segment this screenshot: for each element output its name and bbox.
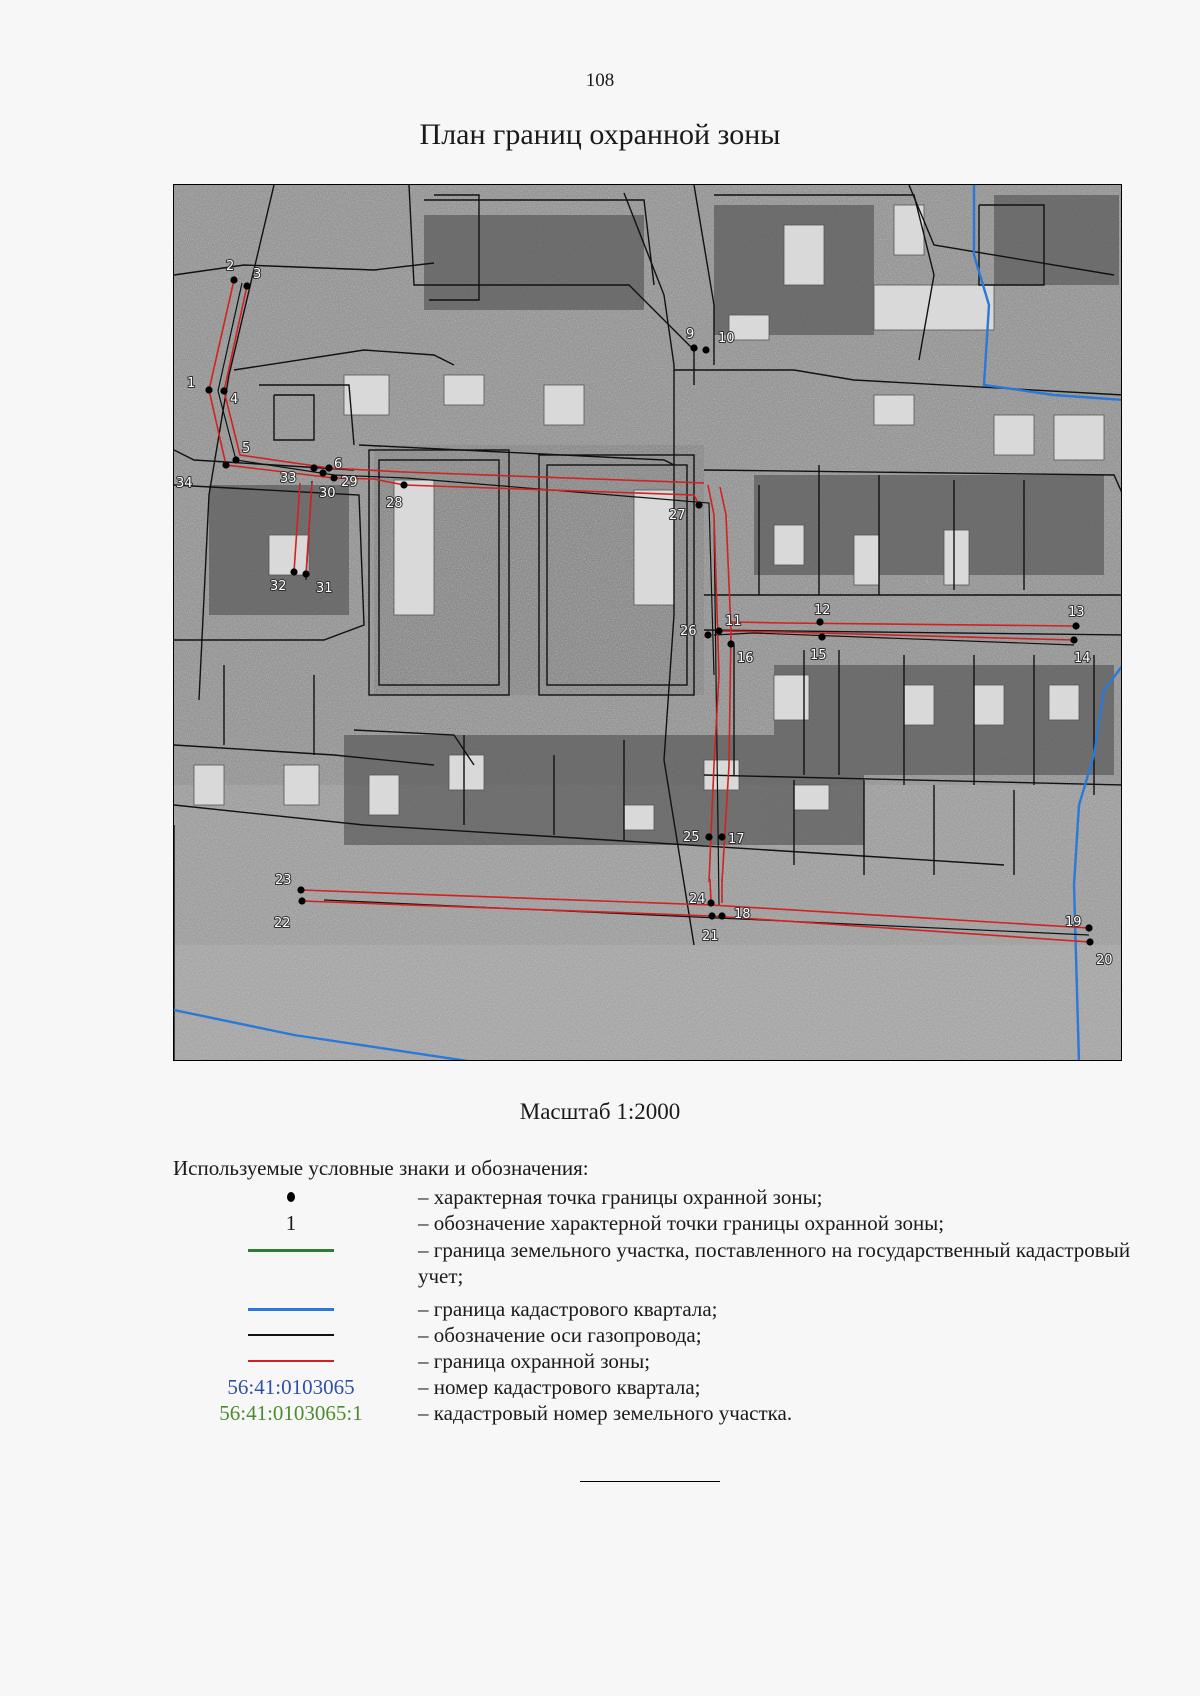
point-label-15: 15 bbox=[810, 648, 827, 663]
legend-desc: – характерная точка границы охранной зоны; bbox=[418, 1185, 823, 1209]
legend-symbol-red-line bbox=[173, 1348, 409, 1374]
boundary-point-33 bbox=[310, 464, 317, 471]
boundary-point-26 bbox=[704, 631, 711, 638]
legend-symbol-black-line bbox=[173, 1322, 409, 1348]
map-canvas bbox=[174, 185, 1122, 1061]
point-label-21: 21 bbox=[702, 929, 719, 944]
boundary-point-28 bbox=[400, 481, 407, 488]
point-label-4: 4 bbox=[230, 392, 239, 407]
boundary-point-2 bbox=[230, 276, 237, 283]
point-label-12: 12 bbox=[814, 603, 831, 618]
green-line-icon bbox=[248, 1249, 334, 1252]
point-label-28: 28 bbox=[386, 496, 403, 511]
map-frame[interactable] bbox=[173, 184, 1122, 1061]
point-label-20: 20 bbox=[1096, 953, 1113, 968]
boundary-point-20 bbox=[1086, 938, 1093, 945]
point-label-18: 18 bbox=[734, 907, 751, 922]
red-line-icon bbox=[248, 1360, 334, 1362]
footer-rule bbox=[580, 1481, 720, 1482]
point-label-1: 1 bbox=[187, 376, 196, 391]
point-label-31: 31 bbox=[316, 581, 333, 596]
point-label-29: 29 bbox=[341, 475, 358, 490]
point-label-16: 16 bbox=[737, 651, 754, 666]
point-label-24: 24 bbox=[689, 892, 706, 907]
boundary-point-21 bbox=[708, 912, 715, 919]
boundary-point-13 bbox=[1072, 622, 1079, 629]
point-label-30: 30 bbox=[319, 486, 336, 501]
legend-symbol-dot bbox=[173, 1184, 409, 1210]
boundary-point-9 bbox=[690, 344, 697, 351]
boundary-point-24 bbox=[707, 899, 714, 906]
boundary-point-1 bbox=[205, 386, 212, 393]
boundary-point-32 bbox=[290, 568, 297, 575]
boundary-point-11 bbox=[715, 627, 722, 634]
boundary-point-5 bbox=[232, 456, 239, 463]
legend-desc: – граница кадастрового квартала; bbox=[418, 1297, 718, 1321]
boundary-point-6 bbox=[330, 474, 337, 481]
boundary-point-30 bbox=[319, 469, 326, 476]
page-number: 108 bbox=[585, 70, 615, 91]
boundary-point-19 bbox=[1085, 924, 1092, 931]
boundary-point-22 bbox=[298, 897, 305, 904]
legend-symbol-text: 1 bbox=[285, 1210, 297, 1235]
plan-title: План границ охранной зоны bbox=[419, 118, 781, 151]
boundary-point-34 bbox=[222, 461, 229, 468]
boundary-point-14 bbox=[1070, 636, 1077, 643]
legend-item-point-label bbox=[173, 1210, 1133, 1236]
boundary-point-10 bbox=[702, 346, 709, 353]
boundary-point-29 bbox=[325, 464, 332, 471]
legend-desc: – обозначение оси газопровода; bbox=[418, 1323, 702, 1347]
legend-symbol-quarter-number: 56:41:0103065 bbox=[227, 1374, 355, 1399]
point-label-19: 19 bbox=[1065, 915, 1082, 930]
boundary-point-4 bbox=[220, 387, 227, 394]
point-label-9: 9 bbox=[686, 327, 695, 342]
legend-item-land-plot bbox=[173, 1237, 1133, 1289]
point-label-5: 5 bbox=[242, 441, 251, 456]
legend-item-quarter-boundary bbox=[173, 1296, 1133, 1322]
point-label-2: 2 bbox=[226, 259, 235, 274]
blue-line-icon bbox=[248, 1308, 334, 1311]
point-label-27: 27 bbox=[669, 508, 686, 523]
point-label-13: 13 bbox=[1068, 605, 1085, 620]
legend-item-zone-boundary bbox=[173, 1348, 1133, 1374]
point-label-3: 3 bbox=[253, 267, 262, 282]
boundary-point-3 bbox=[243, 282, 250, 289]
point-label-32: 32 bbox=[270, 579, 287, 594]
boundary-point-16 bbox=[727, 640, 734, 647]
point-label-25: 25 bbox=[683, 830, 700, 845]
legend-desc: – граница земельного участка, поставленного на государственный кадастровый учет; bbox=[418, 1238, 1131, 1288]
legend-item-boundary-point bbox=[173, 1184, 1133, 1210]
legend-symbol-plot-number: 56:41:0103065:1 bbox=[219, 1400, 363, 1425]
point-label-23: 23 bbox=[275, 873, 292, 888]
boundary-point-23 bbox=[297, 886, 304, 893]
point-label-11: 11 bbox=[725, 614, 742, 629]
legend-item-plot-number bbox=[173, 1400, 1133, 1426]
boundary-point-15 bbox=[818, 633, 825, 640]
legend-item-gas-axis bbox=[173, 1322, 1133, 1348]
point-label-34: 34 bbox=[176, 476, 193, 491]
boundary-point-12 bbox=[816, 618, 823, 625]
point-label-6: 6 bbox=[334, 457, 343, 472]
point-label-17: 17 bbox=[728, 832, 745, 847]
point-label-26: 26 bbox=[680, 624, 697, 639]
boundary-point-31 bbox=[302, 570, 309, 577]
black-line-icon bbox=[248, 1334, 334, 1336]
point-dot-icon bbox=[287, 1192, 295, 1202]
point-label-22: 22 bbox=[274, 916, 291, 931]
legend-desc: – обозначение характерной точки границы охранной зоны; bbox=[418, 1211, 945, 1235]
legend-desc: – номер кадастрового квартала; bbox=[418, 1375, 701, 1399]
scale-label: Масштаб 1:2000 bbox=[519, 1099, 681, 1124]
legend-desc: – граница охранной зоны; bbox=[418, 1349, 651, 1373]
legend-title: Используемые условные знаки и обозначения: bbox=[173, 1156, 589, 1180]
legend-item-quarter-number bbox=[173, 1374, 1133, 1400]
boundary-point-17 bbox=[718, 833, 725, 840]
legend-desc: – кадастровый номер земельного участка. bbox=[418, 1401, 793, 1425]
legend-symbol-green-line bbox=[173, 1237, 409, 1263]
boundary-point-25 bbox=[705, 833, 712, 840]
boundary-point-27 bbox=[695, 501, 702, 508]
point-label-14: 14 bbox=[1074, 651, 1091, 666]
boundary-point-18 bbox=[718, 912, 725, 919]
legend-symbol-blue-line bbox=[173, 1296, 409, 1322]
point-label-10: 10 bbox=[718, 331, 735, 346]
point-label-33: 33 bbox=[280, 471, 297, 486]
